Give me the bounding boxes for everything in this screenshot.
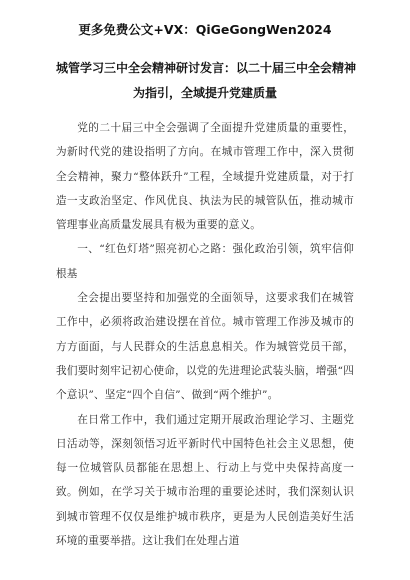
title-line-2: 为指引，全域提升党建质量 [132,86,277,100]
title-line-1: 城管学习三中全会精神研讨发言：以二十届三中全会精神 [56,61,357,75]
body-paragraph: 在日常工作中，我们通过定期开展政治理论学习、主题党日活动等，深刻领悟习近平新时代中国特色社会主义思想，使每一位城管队员都能在思想上、行动上与党中央保持高度一致。例如，在学习关于城市治理的重要论述时，我们深刻认识到城市管理不仅仅是维护城市秩序，更是为人民创造美好生活环境的重要举措。这让我们在处理占道 [56,413,354,548]
promo-banner: 更多免费公文+VX：QiGeGongWen2024 [78,22,332,37]
intro-paragraph: 党的二十届三中全会强调了全面提升党建质量的重要性，为新时代党的建设指明了方向。在城市管理工作中，深入贯彻全会精神，聚力“整体跃升”工程，全域提升党建质量，对于打造一支政治坚定、作风优良、执法为民的城管队伍，推动城市管理事业高质量发展具有极为重要的意义。 [56,122,354,232]
section-heading: 一、“红色灯塔”照亮初心之路：强化政治引领，筑牢信仰根基 [56,243,354,280]
body-paragraph: 全会提出要坚持和加强党的全面领导，这要求我们在城管工作中，必须将政治建设摆在首位。城市管理工作涉及城市的方方面面，与人民群众的生活息息相关。作为城管党员干部，我们要时刻牢记初心使命，以党的先进理论武装头脑，增强“四个意识”、坚定“四个自信”、做到“两个维护”。 [56,292,354,402]
document-title [56,56,357,106]
